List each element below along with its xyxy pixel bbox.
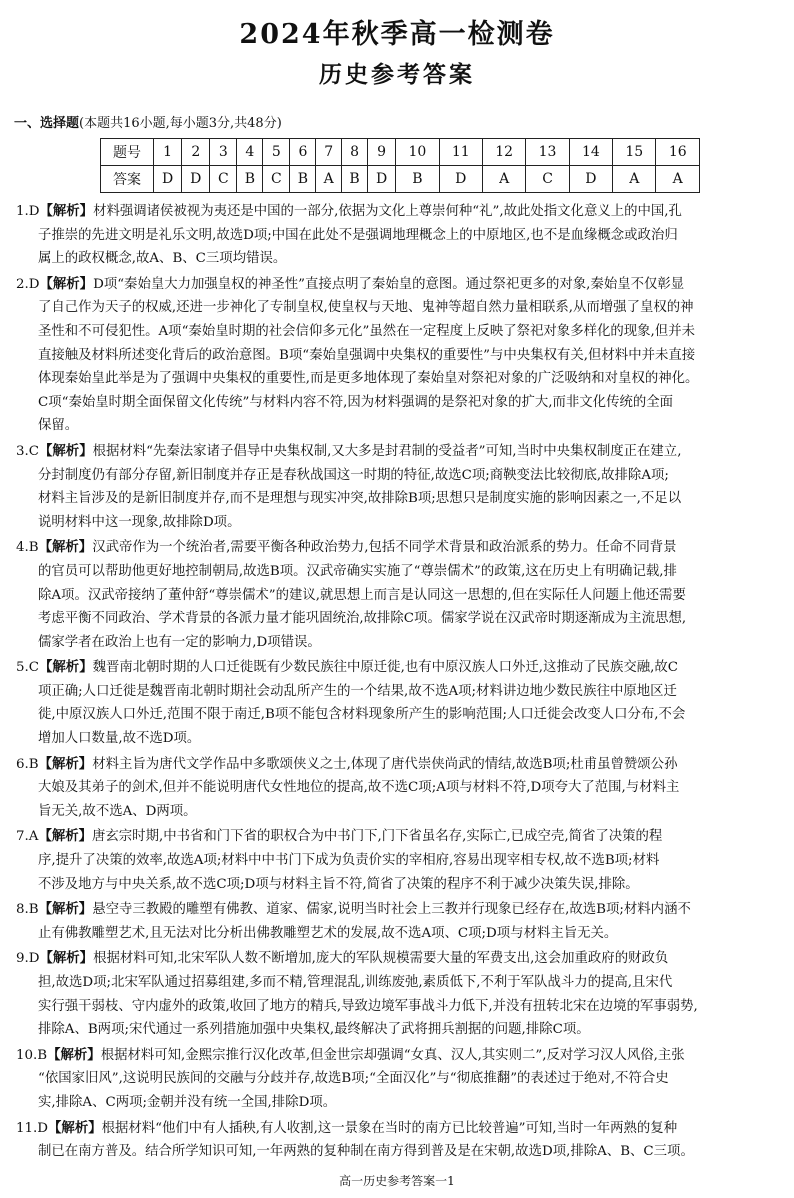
analysis-tag: 【解析】 xyxy=(38,755,93,772)
answer-cell: C xyxy=(210,166,237,193)
question-number-cell: 16 xyxy=(656,139,700,166)
explanation-line: 体现秦始皇此举是为了强调中央集权的重要性,而是更多地体现了秦始皇对祭祀对象的广泛吸纳和对皇权的神化。 xyxy=(38,371,699,387)
explanation-line: “依国家旧风”,这说明民族间的交融与分歧并存,故选B项;“全面汉化”与“彻底推翻”的表述过于绝对,不符合史 xyxy=(38,1071,669,1087)
answer-table-row-answers xyxy=(101,166,700,193)
explanation-line: 制已在南方普及。结合所学知识可知,一年两熟的复种制在南方得到普及是在宋朝,故选D项,排除A、B、C三项。 xyxy=(38,1144,694,1160)
answer-cell: D xyxy=(154,166,182,193)
explanation-item xyxy=(16,440,782,534)
explanation-item xyxy=(16,536,782,654)
explanation-line: 大娘及其弟子的剑术,但并不能说明唐代女性地位的提高,故不选C项;A项与材料不符,D项夸大了范围,与材料主 xyxy=(38,780,680,796)
question-number-cell: 8 xyxy=(342,139,368,166)
explanation-line: 说明材料中这一现象,故排除D项。 xyxy=(38,514,241,530)
section-note: (本题共16小题,每小题3分,共48分) xyxy=(79,116,282,131)
answer-cell: D xyxy=(368,166,396,193)
item-number: 10.B xyxy=(16,1047,48,1063)
explanation-line: 项正确;人口迁徙是魏晋南北朝时期社会动乱所产生的一个结果,故不选A项;材料讲边地少数民族往中原地区迁 xyxy=(38,683,677,699)
item-number: 8.B xyxy=(16,902,39,918)
answer-table-row-label: 答案 xyxy=(101,166,154,193)
item-number: 11.D xyxy=(16,1120,49,1136)
explanation-line: D项“秦始皇大力加强皇权的神圣性”直接点明了秦始皇的意图。通过祭祀更多的对象,秦始皇不仅彰显 xyxy=(93,276,685,292)
question-number-cell: 11 xyxy=(439,139,482,166)
explanation-item xyxy=(16,273,782,438)
explanation-line: 止有佛教雕塑艺术,且无法对比分析出佛教雕塑艺术的发展,故不选A项、C项;D项与材料主旨无关。 xyxy=(38,925,618,941)
question-number-cell: 7 xyxy=(316,139,342,166)
item-number: 3.C xyxy=(16,443,40,459)
item-number: 6.B xyxy=(16,756,39,772)
question-number-cell: 13 xyxy=(526,139,569,166)
explanation-line: 子推崇的先进文明是礼乐文明,故选D项;中国在此处不是强调地理概念上的中原地区,也不是血缘概念或政治归 xyxy=(38,227,678,243)
question-number-cell: 14 xyxy=(569,139,612,166)
explanation-line: 序,提升了决策的效率,故选A项;材料中中书门下成为负责价实的宰相府,容易出现宰相专权,故不选B项;材料 xyxy=(38,853,660,869)
answer-cell: D xyxy=(439,166,482,193)
answer-cell: C xyxy=(526,166,569,193)
answer-cell: B xyxy=(342,166,368,193)
explanation-line: 儒家学者在政治上也有一定的影响力,D项错误。 xyxy=(38,634,321,650)
explanation-line: 魏晋南北朝时期的人口迁徙既有少数民族往中原迁徙,也有中原汉族人口外迁,这推动了民族交融,故C xyxy=(92,660,679,676)
explanation-line: 旨无关,故不选A、D两项。 xyxy=(38,803,197,819)
explanation-line: 根据材料可知,金熙宗推行汉化改革,但金世宗却强调“女真、汉人,其实则二”,反对学习汉人风俗,主张 xyxy=(100,1047,685,1063)
question-number-cell: 12 xyxy=(482,139,525,166)
explanation-line: 徙,中原汉族人口外迁,范围不限于南迁,B项不能包含材料现象所产生的影响范围;人口迁徙会改变人口分布,不会 xyxy=(38,707,686,723)
analysis-tag: 【解析】 xyxy=(38,901,93,918)
explanation-line: 担,故选D项;北宋军队通过招募组建,多而不精,管理混乱,训练废弛,素质低下,不利于军队战斗力的提高,且宋代 xyxy=(38,975,673,990)
page-footer: 高一历史参考答案一1 xyxy=(339,1174,455,1188)
explanation-item xyxy=(16,898,782,945)
analysis-tag: 【解析】 xyxy=(39,275,94,292)
explanation-line: 分封制度仍有部分存留,新旧制度并存正是春秋战国这一时期的特征,故选C项;商鞅变法比较彻底,故排除A项; xyxy=(38,467,669,483)
answer-cell: A xyxy=(613,166,656,193)
explanation-item xyxy=(16,947,782,1041)
explanation-line: 排除A、B两项;宋代通过一系列措施加强中央集权,最终解决了武将拥兵割据的问题,排除C项。 xyxy=(38,1022,590,1038)
analysis-tag: 【解析】 xyxy=(38,539,93,556)
analysis-tag: 【解析】 xyxy=(39,442,93,459)
explanation-item xyxy=(16,200,782,271)
question-number-cell: 4 xyxy=(237,139,263,166)
page-subtitle: 历史参考答案 xyxy=(319,61,475,88)
item-number: 1.D xyxy=(16,204,40,219)
explanation-line: 圣性和不可侵犯性。A项“秦始皇时期的社会信仰多元化”虽然在一定程度上反映了祭祀对象多样化的现象,但并未 xyxy=(38,323,695,339)
answer-cell: A xyxy=(482,166,525,193)
question-number-cell: 6 xyxy=(290,139,316,166)
answer-cell: D xyxy=(569,166,612,193)
explanation-line: 材料主旨为唐代文学作品中多歌颂侠义之士,体现了唐代崇侠尚武的情结,故选B项;杜甫虽曾赞颂公孙 xyxy=(92,756,678,772)
question-number-cell: 2 xyxy=(182,139,210,166)
explanation-line: 直接触及材料所述变化背后的政治意图。B项“秦始皇强调中央集权的重要性”与中央集权有关,但材料中并未直接 xyxy=(38,347,696,363)
explanation-line: 汉武帝作为一个统治者,需要平衡各种政治势力,包括不同学术背景和政治派系的势力。任命不同背景 xyxy=(92,540,677,556)
question-number-cell: 15 xyxy=(613,139,656,166)
explanation-line: 材料强调诸侯被视为夷还是中国的一部分,依据为文化上尊崇何种“礼”,故此处指文化意义上的中国,孔 xyxy=(93,204,682,219)
answer-table-row-label: 题号 xyxy=(101,139,154,166)
analysis-tag: 【解析】 xyxy=(39,950,94,967)
item-number: 7.A xyxy=(16,829,39,845)
answer-cell: D xyxy=(182,166,210,193)
explanation-line: 不涉及地方与中央关系,故不选C项;D项与材料主旨不符,简省了决策的程序不利于减少决策失误,排除。 xyxy=(38,876,639,892)
explanation-line: 增加人口数量,故不选D项。 xyxy=(38,731,201,747)
analysis-tag: 【解析】 xyxy=(47,1046,101,1063)
analysis-tag: 【解析】 xyxy=(39,659,93,676)
explanation-item xyxy=(16,656,782,750)
answer-table xyxy=(100,138,700,193)
explanation-line: 考虑平衡不同政治、学术背景的各派力量才能巩固统治,故排除C项。儒家学说在汉武帝时期逐渐成为主流思想, xyxy=(38,611,687,627)
question-number-cell: 3 xyxy=(210,139,237,166)
analysis-tag: 【解析】 xyxy=(38,828,93,845)
answer-table-row-numbers xyxy=(101,139,700,166)
answer-cell: B xyxy=(237,166,263,193)
explanation-line: 的官员可以帮助他更好地控制朝局,故选B项。汉武帝确实实施了“尊崇儒术”的政策,这在历史上有明确记载,排 xyxy=(38,563,677,579)
answer-cell: A xyxy=(316,166,342,193)
item-number: 9.D xyxy=(16,951,40,967)
explanation-line: 根据材料“他们中有人插秧,有人收割,这一景象在当时的南方已比较普遍”可知,当时一年两熟的复种 xyxy=(101,1120,678,1136)
question-number-cell: 1 xyxy=(154,139,182,166)
explanation-line: 实行强干弱枝、守内虚外的政策,收回了地方的精兵,导致边境军事战斗力低下,并没有扭转北宋在边境的军事弱势, xyxy=(38,998,698,1014)
question-number-cell: 10 xyxy=(396,139,439,166)
item-number: 2.D xyxy=(16,276,40,292)
explanation-line: 材料主旨涉及的是新旧制度并存,而不是理想与现实冲突,故排除B项;思想只是制度实施的影响因素之一,不足以 xyxy=(38,491,682,507)
explanation-line: 除A项。汉武帝接纳了董仲舒“尊崇儒术”的建议,就思想上而言是认同这一思想的,但在实际任人问题上他还需要 xyxy=(38,587,686,603)
item-number: 4.B xyxy=(16,540,39,556)
explanation-item xyxy=(16,753,782,824)
item-number: 5.C xyxy=(16,660,40,676)
explanation-item xyxy=(16,825,782,896)
explanation-line: C项“秦始皇时期全面保留文化传统”与材料内容不符,因为材料强调的是祭祀对象的扩大,而非文化传统的全面 xyxy=(38,394,674,410)
explanation-line: 根据材料可知,北宋军队人数不断增加,庞大的军队规模需要大量的军费支出,这会加重政府的财政负 xyxy=(93,951,669,967)
explanation-list xyxy=(16,200,782,1166)
page-title: 2024年秋季高一检测卷 xyxy=(239,19,555,50)
answer-cell: B xyxy=(396,166,439,193)
answer-cell: A xyxy=(656,166,700,193)
analysis-tag: 【解析】 xyxy=(39,203,94,219)
explanation-line: 保留。 xyxy=(38,418,79,434)
explanation-line: 根据材料“先秦法家诸子倡导中央集权制,又大多是封君制的受益者”可知,当时中央集权制度正在建立, xyxy=(92,443,682,459)
explanation-item xyxy=(16,1117,782,1164)
explanation-line: 悬空寺三教殿的雕塑有佛教、道家、儒家,说明当时社会上三教并行现象已经存在,故选B项;材料内涵不 xyxy=(92,902,691,918)
explanation-line: 唐玄宗时期,中书省和门下省的职权合为中书门下,门下省虽名存,实际亡,已成空壳,简省了决策的程 xyxy=(92,829,663,845)
explanation-line: 属上的政权概念,故A、B、C三项均错误。 xyxy=(38,251,287,267)
answer-cell: C xyxy=(263,166,290,193)
answer-cell: B xyxy=(290,166,316,193)
section-label: 一、选择题 xyxy=(14,116,80,131)
analysis-tag: 【解析】 xyxy=(48,1119,102,1136)
question-number-cell: 5 xyxy=(263,139,290,166)
explanation-line: 实,排除A、C两项;金朝并没有统一全国,排除D项。 xyxy=(38,1094,337,1110)
explanation-line: 了自己作为天子的权威,还进一步神化了专制皇权,使皇权与天地、鬼神等超自然力量相联系,从而增强了皇权的神 xyxy=(38,300,694,316)
section-heading xyxy=(14,112,282,131)
explanation-item xyxy=(16,1044,782,1115)
question-number-cell: 9 xyxy=(368,139,396,166)
